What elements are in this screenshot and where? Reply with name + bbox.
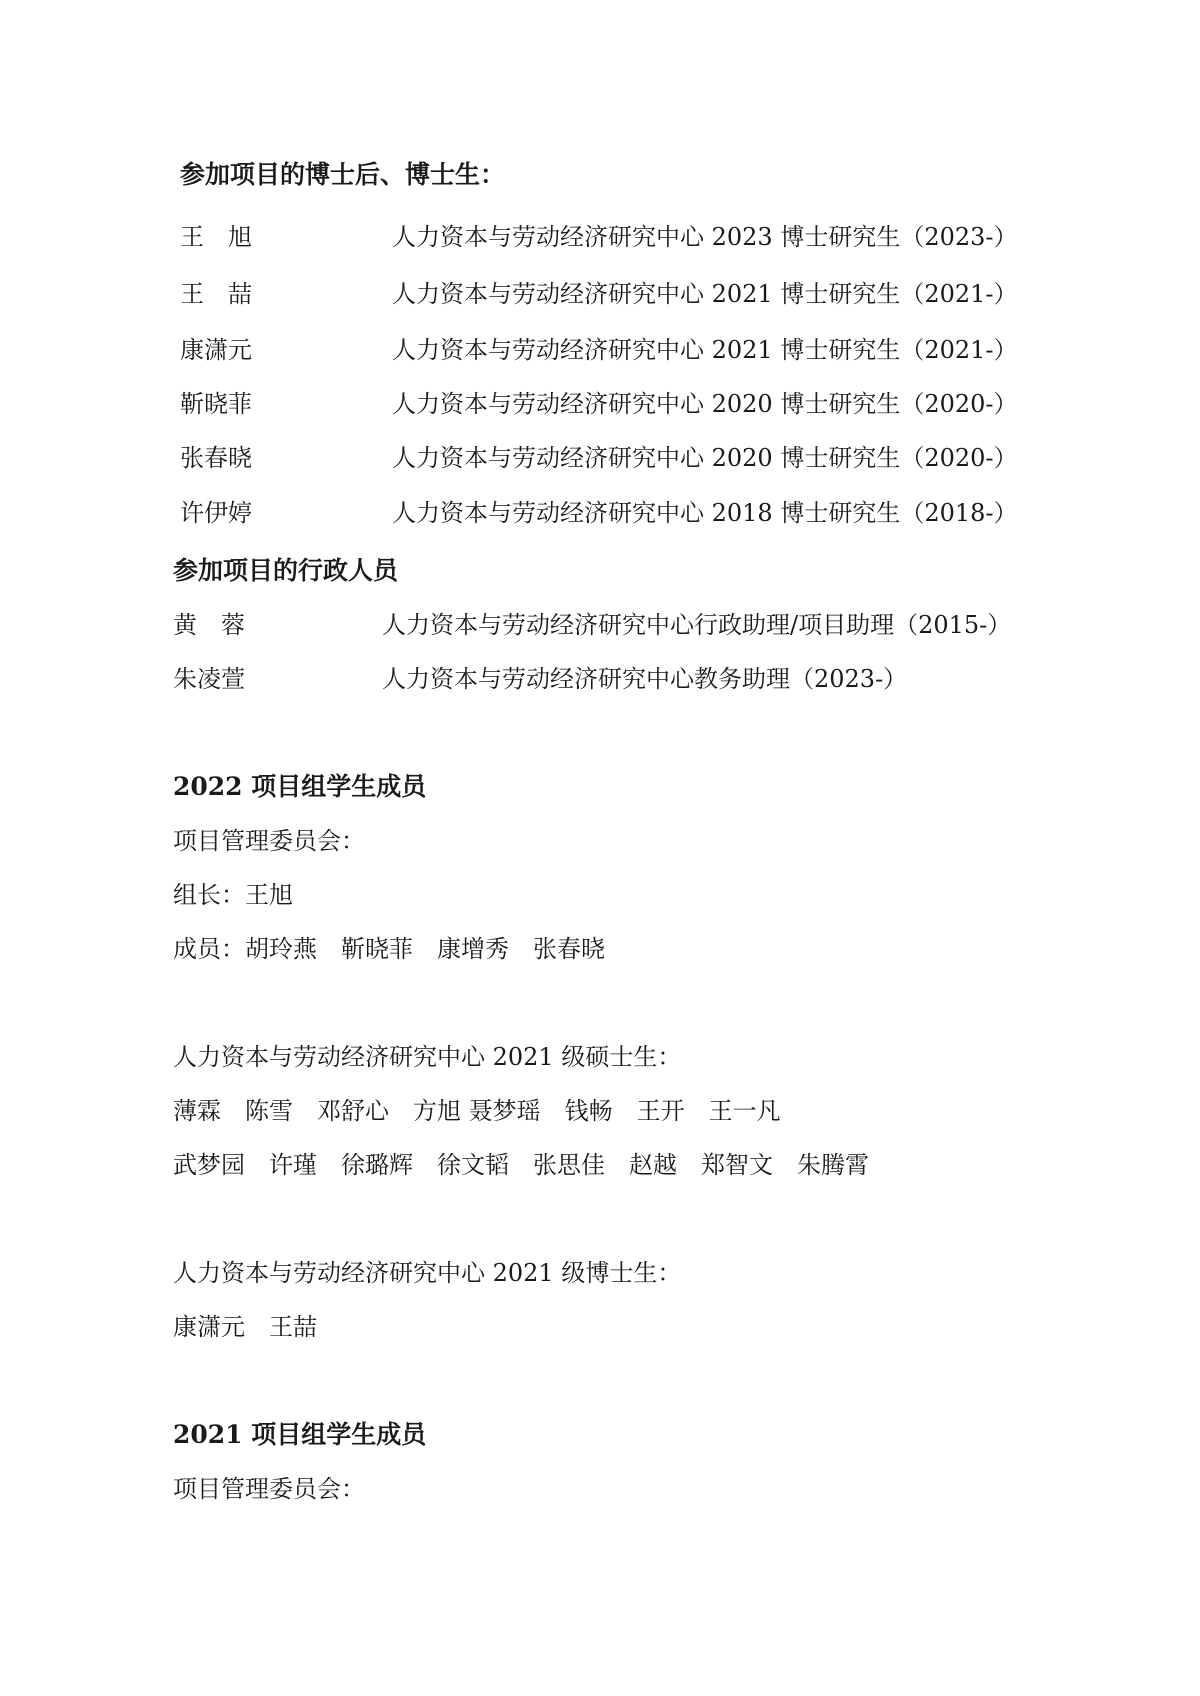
group-2022-phd-label: 人力资本与劳动经济研究中心 2021 级博士生：	[173, 1259, 682, 1287]
postdoc-row-detail: 人力资本与劳动经济研究中心 2021 博士研究生（2021-）	[392, 280, 1018, 308]
group-2022-phd-line: 康潇元 王喆	[173, 1313, 317, 1341]
postdoc-row-name: 张春晓	[180, 444, 252, 472]
admin-row-name: 黄 蓉	[173, 611, 245, 639]
postdoc-row-detail: 人力资本与劳动经济研究中心 2020 博士研究生（2020-）	[392, 390, 1018, 418]
group-2022-committee-label: 项目管理委员会：	[173, 827, 365, 855]
postdoc-section-heading: 参加项目的博士后、博士生：	[180, 160, 506, 189]
postdoc-row-detail: 人力资本与劳动经济研究中心 2020 博士研究生（2020-）	[392, 444, 1018, 472]
admin-row-detail: 人力资本与劳动经济研究中心教务助理（2023-）	[382, 665, 908, 693]
admin-row-name: 朱凌萱	[173, 665, 245, 693]
postdoc-row-name: 许伊婷	[180, 499, 252, 527]
group-2021-heading: 2021 项目组学生成员	[173, 1420, 427, 1449]
group-2022-heading: 2022 项目组学生成员	[173, 772, 427, 801]
group-2022-masters-line-2: 武梦园 许瑾 徐璐辉 徐文韬 张思佳 赵越 郑智文 朱腾霄	[173, 1151, 869, 1179]
admin-section-heading: 参加项目的行政人员	[173, 556, 399, 585]
admin-row-detail: 人力资本与劳动经济研究中心行政助理/项目助理（2015-）	[382, 611, 1012, 639]
postdoc-row-detail: 人力资本与劳动经济研究中心 2023 博士研究生（2023-）	[392, 223, 1018, 251]
group-2022-leader: 组长：王旭	[173, 881, 293, 909]
postdoc-row-detail: 人力资本与劳动经济研究中心 2018 博士研究生（2018-）	[392, 499, 1018, 527]
group-2021-committee-label: 项目管理委员会：	[173, 1475, 365, 1503]
postdoc-row-name: 康潇元	[180, 336, 252, 364]
postdoc-row-name: 王 旭	[180, 223, 252, 251]
group-2022-masters-label: 人力资本与劳动经济研究中心 2021 级硕士生：	[173, 1043, 682, 1071]
postdoc-row-detail: 人力资本与劳动经济研究中心 2021 博士研究生（2021-）	[392, 336, 1018, 364]
group-2022-members: 成员：胡玲燕 靳晓菲 康增秀 张春晓	[173, 935, 605, 963]
postdoc-row-name: 王 喆	[180, 280, 252, 308]
group-2022-masters-line-1: 薄霖 陈雪 邓舒心 方旭 聂梦瑶 钱畅 王开 王一凡	[173, 1097, 781, 1125]
postdoc-row-name: 靳晓菲	[180, 390, 252, 418]
